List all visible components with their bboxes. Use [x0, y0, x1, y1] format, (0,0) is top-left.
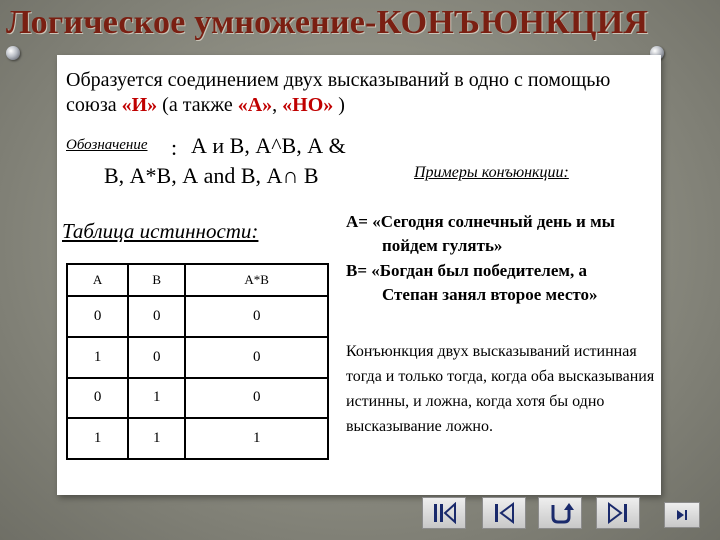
table-cell: 0 — [128, 296, 185, 337]
table-row — [67, 418, 328, 459]
next-icon — [603, 502, 633, 524]
last-slide-icon — [672, 508, 692, 522]
conjunction-description: Конъюнкция двух высказываний истинная тогда и только тогда, когда оба высказывания истинны, и ложна, когда хотя бы одно высказывание ложно. — [346, 343, 655, 435]
table-row — [67, 296, 328, 337]
header-b: B — [128, 264, 185, 296]
header-a: A — [67, 264, 128, 296]
conj-no: «НО» — [282, 94, 334, 116]
intro-text: Образуется соединением двух высказываний в одно с помощью союза «И» (а также «А», «НО» ) — [66, 69, 611, 116]
table-cell: 0 — [185, 378, 328, 419]
table-cell: 0 — [67, 296, 128, 337]
table-row — [67, 337, 328, 378]
slide-title: Логическое умножение-КОНЪЮНКЦИЯ — [6, 4, 649, 41]
return-button[interactable] — [538, 497, 582, 529]
truth-table — [66, 263, 329, 460]
notation-colon: : — [171, 135, 178, 160]
last-slide-button[interactable] — [664, 502, 700, 528]
table-cell: 1 — [67, 418, 128, 459]
notation-label: Обозначение — [66, 137, 148, 153]
first-slide-button[interactable] — [422, 497, 466, 529]
table-cell: 0 — [185, 296, 328, 337]
table-cell: 1 — [67, 337, 128, 378]
example-b-line-1: В= «Богдан был победителем, а — [346, 261, 587, 280]
example-a-line-1: А= «Сегодня солнечный день и мы — [346, 212, 615, 231]
pin-icon — [6, 46, 20, 60]
previous-icon — [489, 502, 519, 524]
table-cell: 1 — [128, 378, 185, 419]
examples-title: Примеры конъюнкции: — [414, 164, 569, 181]
notation-line-2: В, А*В, А and В, А∩ В — [104, 163, 319, 188]
table-cell: 0 — [67, 378, 128, 419]
table-cell: 0 — [128, 337, 185, 378]
example-a-line-2: пойдем гулять» — [382, 236, 503, 255]
conj-i: «И» — [121, 94, 158, 116]
next-slide-button[interactable] — [596, 497, 640, 529]
example-b-line-2: Степан занял второе место» — [382, 285, 598, 304]
first-slide-icon — [429, 502, 459, 524]
notation-line-1: А и В, А^В, А & — [191, 133, 346, 158]
table-header-row — [67, 264, 328, 296]
table-cell: 0 — [185, 337, 328, 378]
table-cell: 1 — [128, 418, 185, 459]
conj-a: «А» — [237, 94, 273, 116]
table-row — [67, 378, 328, 419]
truth-table-title: Таблица истинности: — [62, 219, 259, 243]
previous-slide-button[interactable] — [482, 497, 526, 529]
table-cell: 1 — [185, 418, 328, 459]
header-a-and-b: A*B — [185, 264, 328, 296]
return-icon — [545, 501, 575, 525]
